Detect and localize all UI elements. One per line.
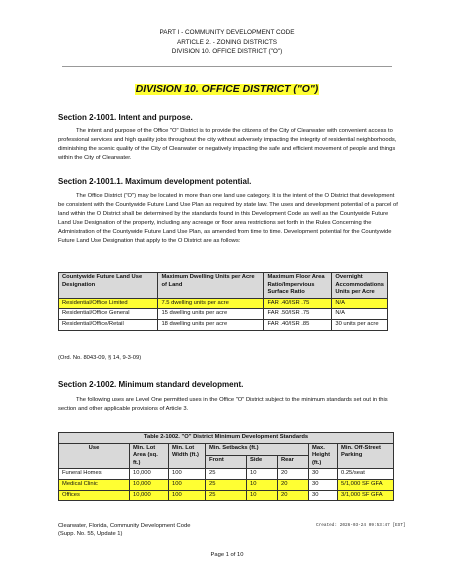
- table-header-cell: Countywide Future Land Use Designation: [59, 273, 158, 299]
- section-heading-minimum-standard: Section 2-1002. Minimum standard development.: [58, 380, 244, 389]
- table-header-cell: Overnight Accommodations Units per Acre: [332, 273, 388, 299]
- table-cell: Medical Clinic: [59, 479, 130, 490]
- table-cell: N/A: [332, 298, 388, 309]
- table-row: [59, 298, 388, 309]
- table-cell: Funeral Homes: [59, 469, 130, 480]
- table-cell: 20: [278, 469, 309, 480]
- table-cell: 10: [247, 490, 278, 501]
- table-cell: 100: [169, 469, 206, 480]
- table-caption: Table 2-1002. "O" District Minimum Development Standards: [59, 433, 394, 444]
- table-header-cell: Side: [247, 456, 278, 469]
- table-header-cell: Min. Off-Street Parking: [338, 443, 394, 469]
- table-cell: Residential/Office General: [59, 309, 158, 320]
- development-standards-table: [58, 432, 394, 501]
- table-cell: 30: [309, 479, 338, 490]
- page-footer: [58, 522, 190, 539]
- table-caption-row: [59, 433, 394, 444]
- table-header-cell: Min. Setbacks (ft.): [206, 443, 309, 456]
- section-heading-intent: Section 2-1001. Intent and purpose.: [58, 113, 193, 122]
- table-header-row: [59, 443, 394, 456]
- table-header-cell: Front: [206, 456, 247, 469]
- table-cell: 25: [206, 490, 247, 501]
- table-cell: 0.25/seat: [338, 469, 394, 480]
- section-body-minimum-standard: The following uses are Level One permitted uses in the Office "O" District subject to the minimum standards set out in this section and other applicable provisions of Article 3.: [58, 397, 388, 413]
- table-cell: 7.5 dwelling units per acre: [158, 298, 264, 309]
- table-header-cell: Max. Height (ft.): [309, 443, 338, 469]
- table-row: [59, 309, 388, 320]
- land-use-table: [58, 272, 388, 331]
- table-cell: 5/1,000 SF GFA: [338, 479, 394, 490]
- table-row: [59, 469, 394, 480]
- table-cell: 10: [247, 469, 278, 480]
- table-cell: 15 dwelling units per acre: [158, 309, 264, 320]
- footer-supplement: (Supp. No. 55, Update 1): [58, 531, 123, 538]
- table-header-cell: Min. Lot Area (sq. ft.): [130, 443, 169, 469]
- created-timestamp: Created: 2026-03-24 09:53:47 [EST]: [316, 523, 406, 528]
- page-number: Page 1 of 10: [210, 552, 244, 558]
- page-header: [0, 28, 454, 57]
- header-divider: [62, 66, 392, 67]
- footer-code-title: Clearwater, Florida, Community Development Code: [58, 523, 191, 529]
- table-header-cell: Maximum Floor Area Ratio/Impervious Surface Ratio: [264, 273, 332, 299]
- table-cell: 20: [278, 490, 309, 501]
- header-division: DIVISION 10. OFFICE DISTRICT ("O"): [171, 48, 283, 56]
- table-header-row: [59, 273, 388, 299]
- table-cell: 100: [169, 479, 206, 490]
- table-cell: FAR .40/ISR .85: [264, 319, 332, 330]
- table-cell: 100: [169, 490, 206, 501]
- table-row: [59, 490, 394, 501]
- table-header-cell: Maximum Dwelling Units per Acre of Land: [158, 273, 264, 299]
- table-header-cell: Rear: [278, 456, 309, 469]
- table-cell: 18 dwelling units per acre: [158, 319, 264, 330]
- ordinance-note: (Ord. No. 8043-09, § 14, 9-3-09): [58, 355, 142, 361]
- table-cell: FAR .40/ISR .75: [264, 298, 332, 309]
- table-cell: 10,000: [130, 479, 169, 490]
- table-row: [59, 479, 394, 490]
- table-cell: FAR .50/ISR .75: [264, 309, 332, 320]
- table-cell: 20: [278, 479, 309, 490]
- table-cell: 30: [309, 490, 338, 501]
- table-cell: Offices: [59, 490, 130, 501]
- table-cell: 3/1,000 SF GFA: [338, 490, 394, 501]
- table-cell: 30: [309, 469, 338, 480]
- section-heading-development-potential: Section 2-1001.1. Maximum development potential.: [58, 177, 252, 186]
- table-cell: 25: [206, 479, 247, 490]
- table-cell: 25: [206, 469, 247, 480]
- table-cell: Residential/Office/Retail: [59, 319, 158, 330]
- table-cell: Residential/Office Limited: [59, 298, 158, 309]
- table-cell: N/A: [332, 309, 388, 320]
- section-body-development-potential: The Office District ("O") may be located in more than one land use category. It is the intent of the O District that development be consistent with the Countywide Future Land Use Plan as required by state law. The uses and development potential of a parcel of land within the O District shall be determined by the standards found in this Development Code as well as the Countywide Future Land Use Designation of the property, including any acreage or floor area restrictions set forth in the Rules Concerning the Administration of the Countywide Future Land Use Plan, as amended from time to time. Development potential for the Countywide Future Land Use Designation that apply to the O District are as follows:: [58, 193, 398, 245]
- table-header-cell: Min. Lot Width (ft.): [169, 443, 206, 469]
- section-body-intent: The intent and purpose of the Office "O" District is to provide the citizens of the City of Clearwater with convenient access to professional services and high quality jobs throughout the city without adversely impacting the integrity of residential neighborhoods, diminishing the scenic quality of the City of Clearwater or negatively impacting the safe and efficient movement of people and things within the City of Clearwater.: [58, 128, 397, 162]
- table-row: [59, 319, 388, 330]
- table-cell: 10,000: [130, 490, 169, 501]
- table-cell: 30 units per acre: [332, 319, 388, 330]
- table-cell: 10: [247, 479, 278, 490]
- table-cell: 10,000: [130, 469, 169, 480]
- header-part: PART I - COMMUNITY DEVELOPMENT CODE: [159, 29, 295, 36]
- division-title: DIVISION 10. OFFICE DISTRICT ("O"): [135, 84, 319, 95]
- table-header-cell: Use: [59, 443, 130, 469]
- header-article: ARTICLE 2. - ZONING DISTRICTS: [176, 38, 277, 46]
